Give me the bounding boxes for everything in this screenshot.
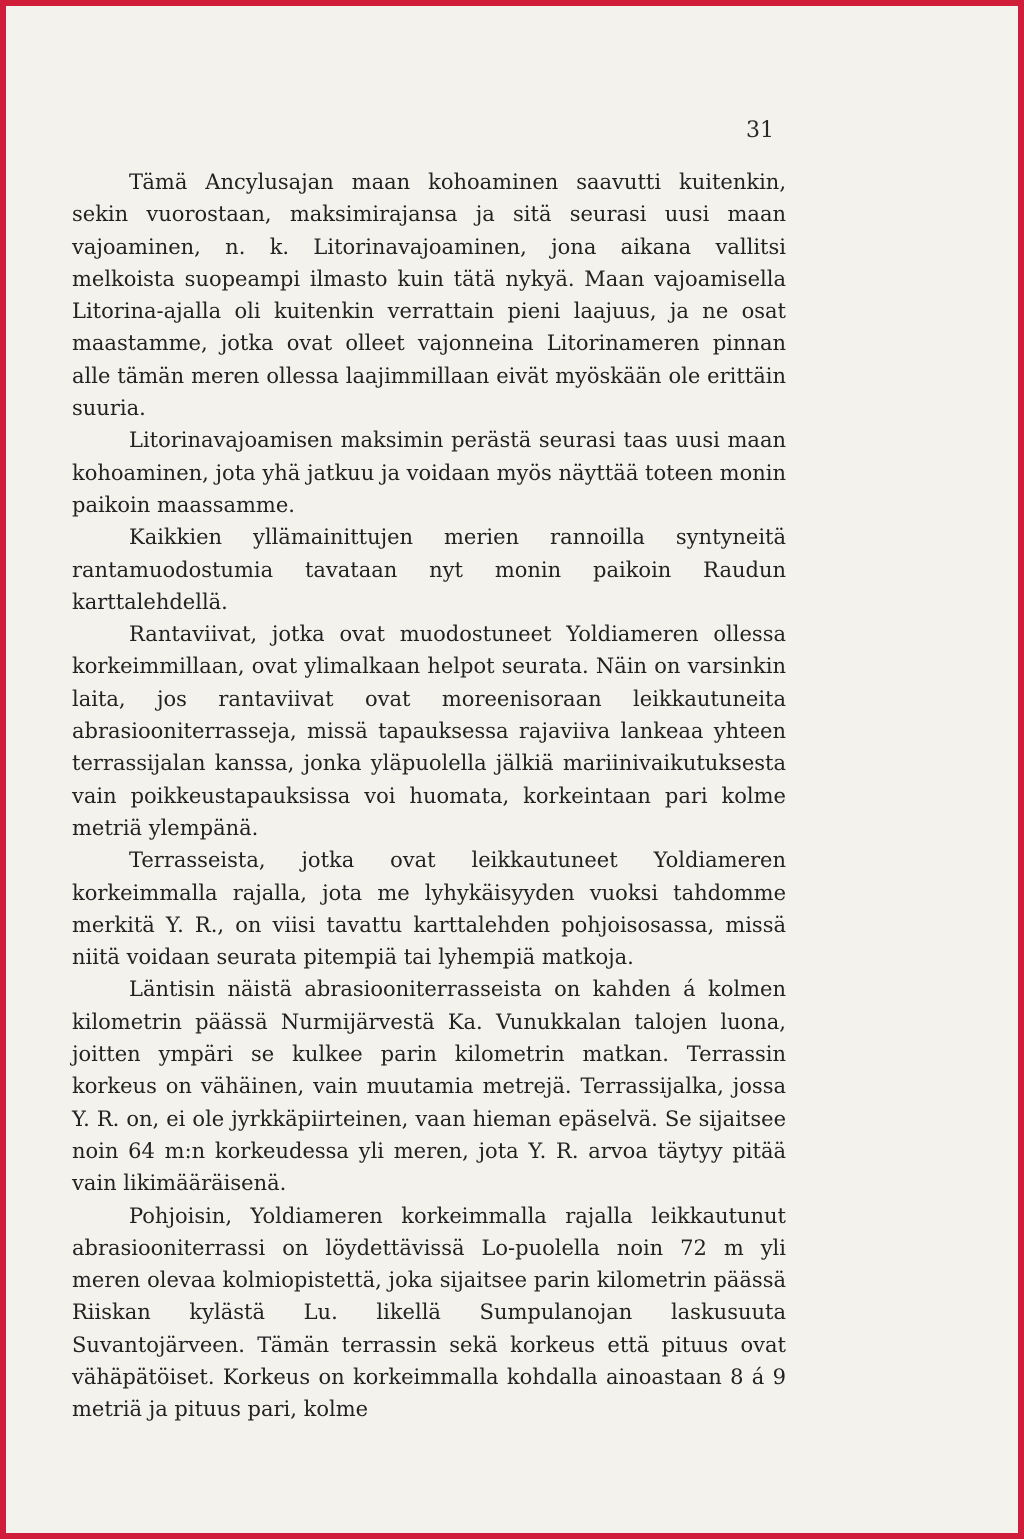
paragraph-4: Rantaviivat, jotka ovat muodostuneet Yoldiameren ollessa korkeimmillaan, ovat ylimalkaan helpot seurata. Näin on varsinkin laita, jos rantaviivat ovat moreenisoraan leikkautuneita abrasiooniterrasseja, missä tapauksessa rajaviiva lankeaa yhteen terrassijalan kanssa, jonka yläpuolella jälkiä mariinivaikutuksesta vain poikkeustapauksissa voi huomata, korkeintaan pari kolme metriä ylempänä. xyxy=(72,622,786,840)
page-number: 31 xyxy=(746,118,774,143)
paragraph-6: Läntisin näistä abrasiooniterrasseista on kahden á kolmen kilometrin päässä Nurmijärvestä Ka. Vunukkalan talojen luona, joitten ympäri se kulkee parin kilometrin matkan. Terrassin korkeus on vähäinen, vain muutamia metrejä. Terrassijalka, jossa Y. R. on, ei ole jyrkkäpiirteinen, vaan hieman epäselvä. Se sijaitsee noin 64 m:n korkeudessa yli meren, jota Y. R. arvoa täytyy pitää vain likimääräisenä. xyxy=(72,977,786,1196)
paragraph-5: Terrasseista, jotka ovat leikkautuneet Yoldiameren korkeimmalla rajalla, jota me lyhykäisyyden vuoksi tahdomme merkitä Y. R., on viisi tavattu karttalehden pohjoisosassa, missä niitä voidaan seurata pitempiä tai lyhempiä matkoja. xyxy=(72,848,786,970)
body-text xyxy=(72,166,786,1426)
paragraph-3: Kaikkien yllämainittujen merien rannoilla syntyneitä rantamuodostumia tavataan nyt monin paikoin Raudun karttalehdellä. xyxy=(72,525,786,614)
paragraph-1: Tämä Ancylusajan maan kohoaminen saavutti kuitenkin, sekin vuorostaan, maksimirajansa ja sitä seurasi uusi maan vajoaminen, n. k. Litorinavajoaminen, jona aikana vallitsi melkoista suopeampi ilmasto kuin tätä nykyä. Maan vajoamisella Litorina-ajalla oli kuitenkin verrattain pieni laajuus, ja ne osat maastamme, jotka ovat olleet vajonneina Litorinameren pinnan alle tämän meren ollessa laajimmillaan eivät myöskään ole erittäin suuria. xyxy=(72,170,786,421)
paragraph-7: Pohjoisin, Yoldiameren korkeimmalla rajalla leikkautunut abrasiooniterrassi on löydettävissä Lo-puolella noin 72 m yli meren olevaa kolmiopistettä, joka sijaitsee parin kilometrin päässä Riiskan kylästä Lu. likellä Sumpulanojan laskusuuta Suvantojärveen. Tämän terrassin sekä korkeus että pituus ovat vähäpätöiset. Korkeus on korkeimmalla kohdalla ainoastaan 8 á 9 metriä ja pituus pari, kolme xyxy=(72,1203,786,1422)
paragraph-2: Litorinavajoamisen maksimin perästä seurasi taas uusi maan kohoaminen, jota yhä jatkuu ja voidaan myös näyttää toteen monin paikoin maassamme. xyxy=(72,428,786,517)
